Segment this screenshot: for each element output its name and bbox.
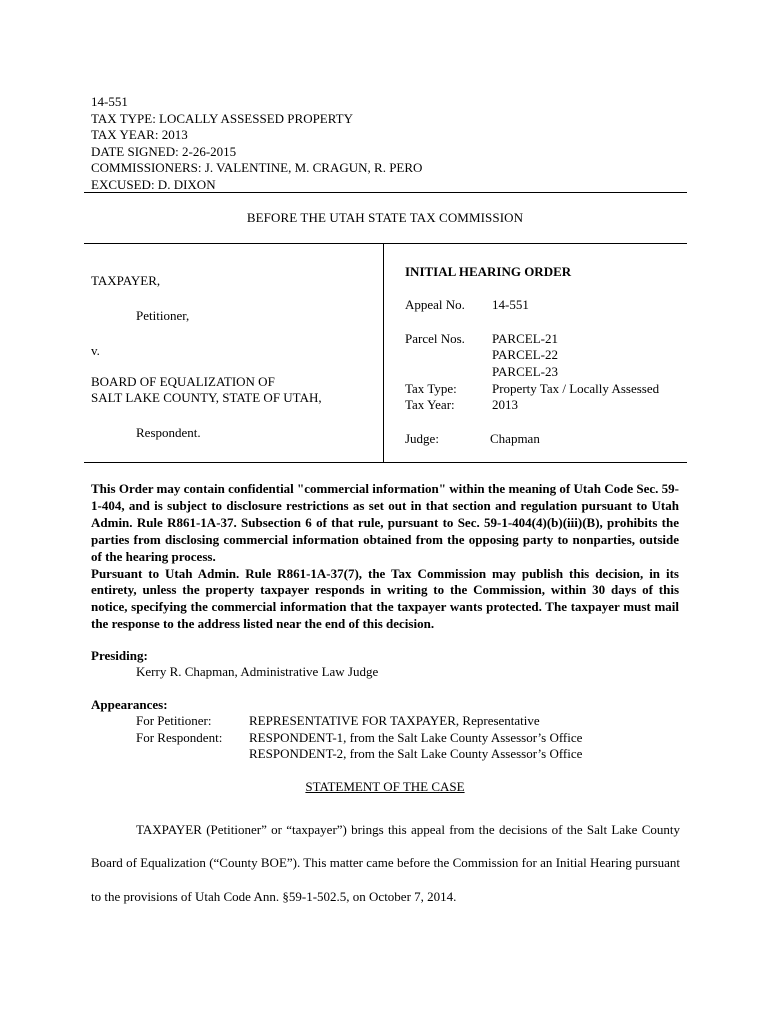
parcel-2: PARCEL-22: [492, 347, 558, 362]
respondent-appearance-value-1: RESPONDENT-1, from the Salt Lake County Assessor’s Office: [249, 730, 583, 745]
statement-paragraph: TAXPAYER (Petitioner” or “taxpayer”) brings this appeal from the decisions of the Salt Lake County Board of Equalization (“County BOE”). This matter came before the Commission for an Initial Hearing pursuant to the provisions of Utah Code Ann. §59-1-502.5, on October 7, 2014.: [91, 822, 680, 904]
parcel-3: PARCEL-23: [492, 364, 558, 379]
appeal-label: Appeal No.: [405, 297, 465, 312]
page-title: BEFORE THE UTAH STATE TAX COMMISSION: [246, 210, 524, 225]
judge-value: Chapman: [490, 431, 540, 446]
caption-respondent: Respondent.: [136, 425, 201, 440]
order-title: INITIAL HEARING ORDER: [405, 264, 572, 279]
caption-taxpayer: TAXPAYER,: [91, 273, 161, 288]
header-divider: [84, 192, 687, 193]
case-number: 14-551: [91, 94, 128, 109]
confidentiality-notice: [91, 481, 679, 633]
appearances-label: Appearances:: [91, 697, 168, 712]
petitioner-appearance-label: For Petitioner:: [136, 713, 212, 728]
parcel-label: Parcel Nos.: [405, 331, 465, 346]
date-signed-line: DATE SIGNED: 2-26-2015: [91, 143, 237, 159]
judge-label: Judge:: [405, 431, 439, 446]
respondent-appearance-label: For Respondent:: [136, 730, 223, 745]
tax-type-line: TAX TYPE: LOCALLY ASSESSED PROPERTY: [91, 110, 353, 126]
caption-top-rule: [84, 243, 687, 244]
tax-year-label: Tax Year:: [405, 397, 455, 412]
tax-year-value: 2013: [492, 397, 518, 412]
presiding-name: Kerry R. Chapman, Administrative Law Judge: [136, 664, 379, 679]
case-header: [91, 94, 422, 194]
appeal-value: 14-551: [492, 297, 529, 312]
commissioners-line: COMMISSIONERS: J. VALENTINE, M. CRAGUN, R. PERO: [91, 160, 423, 176]
notice-paragraph-1: This Order may contain confidential "commercial information" within the meaning of Utah Code Sec. 59-1-404, and is subject to disclosure restrictions as set out in that section and regulation pursuant to Utah Admin. Rule R861-1A-37. Subsection 6 of that rule, pursuant to Sec. 59-1-404(4)(b)(iii)(B), prohibits the parties from disclosing commercial information obtained from the opposing party to nonparties, outside of the hearing process.: [91, 481, 679, 564]
caption-board-line2: SALT LAKE COUNTY, STATE OF UTAH,: [91, 390, 322, 405]
statement-body: [91, 813, 680, 913]
parcel-1: PARCEL-21: [492, 331, 558, 346]
tax-type-label: Tax Type:: [405, 381, 457, 396]
excused-line: EXCUSED: D. DIXON: [91, 176, 216, 192]
tax-type-value: Property Tax / Locally Assessed: [492, 381, 660, 396]
respondent-appearance-value-2: RESPONDENT-2, from the Salt Lake County Assessor’s Office: [249, 746, 583, 761]
caption-board-line1: BOARD OF EQUALIZATION OF: [91, 374, 275, 389]
statement-of-case-heading: STATEMENT OF THE CASE: [305, 779, 465, 794]
notice-paragraph-2: Pursuant to Utah Admin. Rule R861-1A-37(7), the Tax Commission may publish this decision, in its entirety, unless the property taxpayer responds in writing to the Commission, within 30 days of this notice, specifying the commercial information that the taxpayer wants protected. The taxpayer must mail the response to the address listed near the end of this decision.: [91, 565, 679, 632]
presiding-label: Presiding:: [91, 648, 148, 663]
tax-year-line: TAX YEAR: 2013: [91, 127, 188, 143]
caption-divider: [383, 244, 384, 462]
caption-bottom-rule: [84, 462, 687, 463]
caption-versus: v.: [91, 343, 100, 358]
caption-petitioner: Petitioner,: [136, 308, 190, 323]
section-title: [0, 779, 770, 796]
petitioner-appearance-value: REPRESENTATIVE FOR TAXPAYER, Representative: [249, 713, 540, 728]
